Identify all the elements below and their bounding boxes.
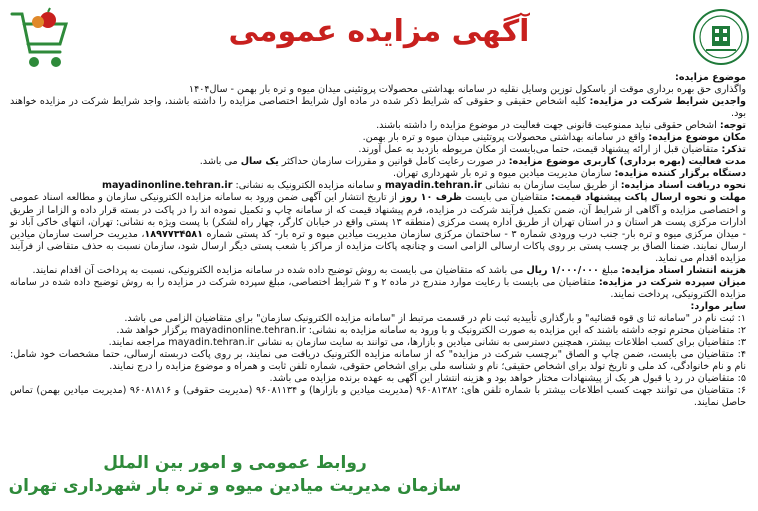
organizer-section xyxy=(10,168,746,180)
footer-signature xyxy=(0,452,470,498)
subject-section xyxy=(10,72,746,84)
period-bold: یک سال xyxy=(240,156,279,168)
place-section xyxy=(10,132,746,144)
deadline-text3: ، مدیریت حراست سازمان میادین ارسال نمایند. ضمنا الصاق بر چسب پستی بر روی پاکات ارسالی الزامی است و چنانچه پاکات مزایده از مراکز یا شعب پستی دیگر ارسال شود، سازمان نسبت به حذف متقاضی از فرآیند مزایده اقدام می نماید. xyxy=(10,228,746,264)
docs-text: از طریق سایت سازمان به نشانی xyxy=(485,180,618,192)
other-label: سایر موارد: xyxy=(690,300,746,312)
reminder-text: متقاضیان قبل از ارائه پیشنهاد قیمت، حتما می‌بایست از مکان مربوطه بازدید به عمل آورند. xyxy=(358,144,719,156)
deposit-label: میزان سپرده شرکت در مزایده: xyxy=(598,276,746,288)
organizer-label: دستگاه برگزار کننده مزایده: xyxy=(614,168,746,180)
other-item: ۱: ثبت نام در "سامانه ثنا ی قوه قضائیه" و بارگذاری تأییدیه ثبت نام در قسمت مرتبط از "سامانه مزایده الکترونیک سازمان" برای متقاضیان الزامی می باشد. xyxy=(124,312,746,324)
footer-line2: سازمان مدیریت میادین میوه و تره بار شهرداری تهران xyxy=(8,476,462,496)
other-item: ۵: متقاضیان در رد یا قبول هر یک از پیشنهادات مختار خواهد بود و هزینه انتشار این آگهی به عهده برنده مزایده می باشد. xyxy=(269,373,746,385)
period-text: در صورت رعایت کامل قوانین و مقررات سازمان حداکثر xyxy=(281,156,506,168)
period-end: می باشد. xyxy=(199,156,238,168)
eligible-label: واجدین شرایط شرکت در مزایده: xyxy=(589,96,746,108)
subject-text: واگذاری حق بهره برداری موقت از باسکول توزین وسایل نقلیه در سامانه بهداشتی محصولات پروتئینی میدان میوه و تره بار بهمن - سال۱۴۰۴ xyxy=(188,84,746,96)
other-item: ۳: متقاضیان برای کسب اطلاعات بیشتر، همچنین دسترسی به نشانی میادین و بازارها، می توانند به سایت سازمان به نشانی mayadin.tehran.ir مراجعه نمایند. xyxy=(108,337,746,349)
deadline-section xyxy=(10,192,746,264)
footer-line1: روابط عمومی و امور بین الملل xyxy=(103,453,367,473)
docs-site2-link[interactable]: mayadinonline.tehran.ir xyxy=(101,180,233,192)
fee-text2: می باشد که متقاضیان می بایست به روش توضیح داده شده در سامانه مزایده الکترونیکی، نسبت به پرداخت آن اقدام نمایند. xyxy=(32,264,524,276)
docs-label: نحوه دریافت اسناد مزایده: xyxy=(620,180,746,192)
deadline-text1: متقاضیان می بایست xyxy=(465,192,548,204)
page-title: آگهی مزایده عمومی xyxy=(228,14,530,49)
place-label: مکان موضوع مزایده: xyxy=(648,132,746,144)
deadline-label: مهلت و نحوه ارسال پاکت پیشنهاد قیمت: xyxy=(550,192,746,204)
deadline-postcode: ۱۸۹۷۷۳۴۵۸۱ xyxy=(144,228,203,240)
fee-text1: مبلغ xyxy=(601,264,619,276)
docs-site-link[interactable]: mayadin.tehran.ir xyxy=(384,180,483,192)
other-item: ۲: متقاضیان محترم توجه داشته باشند که این مزایده به صورت الکترونیک و با ورود به سامانه مزایده به نشانی: mayadinonline.tehran.ir برگزار خواهد شد. xyxy=(116,324,746,336)
subject-label: موضوع مزایده: xyxy=(675,72,746,83)
eligible-text: کلیه اشخاص حقیقی و حقوقی که شرایط ذکر شده در ماده اول شرایط اختصاصی مزایده را داشته باشند، واجد شرایط شرکت در مزایده خواهند بود. xyxy=(10,96,746,120)
period-label: مدت فعالیت (بهره برداری) کاربری موضوع مزایده: xyxy=(508,156,746,168)
deadline-text2: از تاریخ انتشار این آگهی ضمن ورود به سامانه مزایده الکترونیکی سازمان و مطالعه اسناد عمومی و اختصاصی مزایده و آگاهی از شرایط آن، ضمن تکمیل فرآیند شرکت در مزایده، فرم پیشنهاد قیمت که از سامانه چاپ و تکمیل نموده اند را در پاکت در بسته قرار داده و الزاما از طریق ادارات مرکزی پست هر استان و در استان تهران از طریق اداره پست مرکزی (منطقه ۱۳ پستی واقع در خیابان کارگر، چهار راه لشکر) با پست ویژه به نشانی: تهران، انتهای خاکی آباد نو - میدان مرکزی میوه و تره بار- جنب درب ورودی شماره ۳ - ساختمان مرکزی سازمان مدیریت میادین میوه و تره بار- کد پستی شماره xyxy=(10,192,746,240)
notice-body xyxy=(10,72,746,409)
deposit-text: متقاضیان می بایست با رعایت موارد مندرج در ماده ۲ و ۳ شرایط اختصاصی، مبلغ سپرده شرکت در مزایده را به روش توضیح داده شده در سامانه مزایده الکترونیکی، پرداخت نمایند. xyxy=(10,276,746,300)
period-section xyxy=(10,156,746,168)
note-label: توجه: xyxy=(719,120,746,132)
other-item: ۴: متقاضیان می بایست، ضمن چاپ و الصاق "برچسب شرکت در مزایده" که از سامانه مزایده الکترونیک دریافت می نمایند، بر روی پاکت دربسته ارسالی، حتما مشخصات خود شامل: نام و نام خانوادگی، کد ملی و تاریخ تولد برای اشخاص حقیقی؛ نام و شناسه ملی برای اشخاص حقوقی، شماره تلفن ثابت و همراه و موضوع مزایده را درج نمایند. xyxy=(10,349,746,373)
deadline-bold: ظرف ۱۰ روز xyxy=(400,192,462,204)
other-item: ۶: متقاضیان می توانند جهت کسب اطلاعات بیشتر با شماره تلفن های: ۹۶۰۸۱۳۸۲ (مدیریت میادین و بازارها) و ۹۶۰۸۱۱۳۴ (مدیریت حقوقی) و ۹۶۰۸۱۸۱۶ (مدیریت میادین بهمن) تماس حاصل نمایند. xyxy=(10,385,746,409)
eligible-section xyxy=(10,96,746,120)
fee-section xyxy=(10,265,746,277)
docs-text2: و سامانه مزایده الکترونیک به نشانی: xyxy=(235,180,382,192)
docs-section xyxy=(10,180,746,192)
note-text: اشخاص حقوقی نباید ممنوعیت قانونی جهت فعالیت در موضوع مزایده را داشته باشند. xyxy=(376,120,717,132)
reminder-section xyxy=(10,144,746,156)
organizer-text: سازمان مدیریت میادین میوه و تره بار شهرداری تهران. xyxy=(393,168,612,180)
reminder-label: تذکر: xyxy=(721,144,746,156)
fee-label: هزینه انتشار اسناد مزایده: xyxy=(621,264,746,276)
fee-amount: ۱/۰۰۰/۰۰۰ ریال xyxy=(526,264,599,276)
note-section xyxy=(10,120,746,132)
place-text: واقع در سامانه بهداشتی محصولات پروتئینی میدان میوه و تره بار بهمن. xyxy=(362,132,646,144)
deposit-section xyxy=(10,277,746,301)
